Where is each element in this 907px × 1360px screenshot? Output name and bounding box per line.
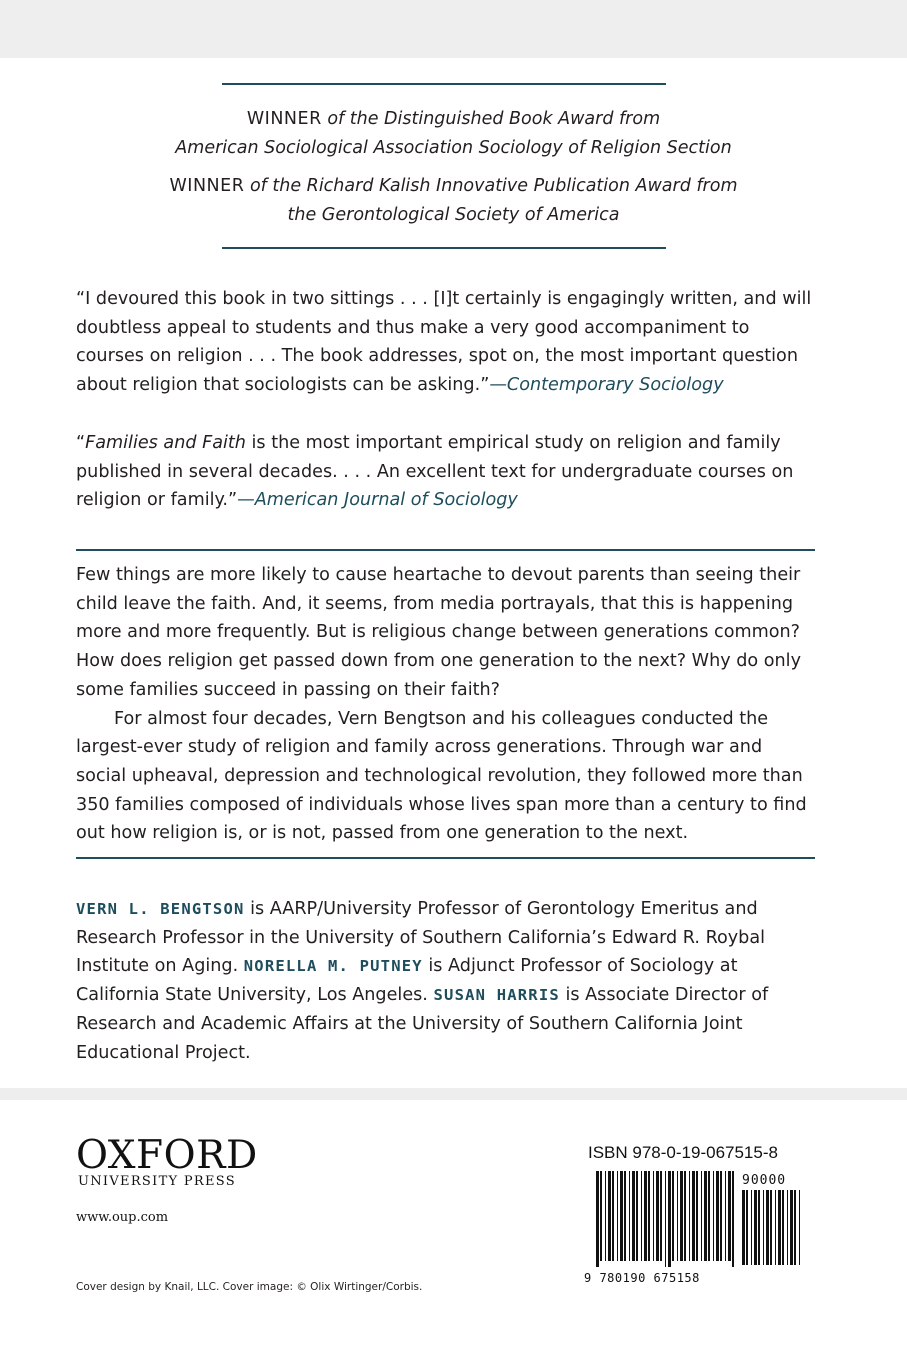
barcode-bar [763, 1190, 764, 1265]
quote-1-source: —Contemporary Sociology [489, 375, 724, 396]
barcode-bar [617, 1171, 618, 1261]
barcode-bar [641, 1171, 642, 1261]
award-1-winner: WINNER [246, 109, 322, 129]
barcode-bar [600, 1171, 602, 1261]
barcode-addon-bars [742, 1190, 802, 1270]
barcode-bar [778, 1190, 781, 1265]
award-rule-bottom [222, 247, 666, 249]
barcode-bar [596, 1171, 599, 1267]
author-2-bio: is Adjunct Professor of Sociology at California State University, Los Angeles. [76, 956, 738, 1006]
description-rule-bottom [76, 857, 815, 859]
award-2-line2: the Gerontological Society of America [287, 205, 620, 225]
award-1-line1: of the Distinguished Book Award from [327, 109, 661, 129]
quote-2-text: is the most important empirical study on religion and family published in several decades. . . . An excellent text for undergraduate courses on religion or family.” [76, 433, 794, 511]
barcode-bar [689, 1171, 690, 1261]
author-3-name: SUSAN HARRIS [433, 986, 560, 1005]
publisher-url: www.oup.com [76, 1210, 169, 1225]
award-2-winner: WINNER [169, 176, 245, 196]
barcode-bar [620, 1171, 623, 1261]
quote-2 [76, 429, 816, 515]
publisher-logo: OXFORD [76, 1133, 258, 1178]
award-1 [0, 105, 907, 163]
barcode-bar [751, 1190, 752, 1265]
cover-credit: Cover design by Knail, LLC. Cover image: © Olix Wirtinger/Corbis. [76, 1281, 423, 1293]
author-bios [76, 895, 816, 1067]
author-3-bio: is Associate Director of Research and Academic Affairs at the University of Southern California Joint Educational Project. [76, 985, 769, 1063]
barcode-bar [680, 1171, 683, 1261]
barcode-bar [696, 1171, 698, 1261]
author-2-name: NORELLA M. PUTNEY [243, 957, 423, 976]
award-rule-top [222, 83, 666, 85]
barcode-bar [787, 1190, 788, 1265]
ean-digits: 9 780190 675158 [584, 1271, 700, 1285]
barcode-bar [684, 1171, 686, 1261]
barcode-bar [608, 1171, 611, 1261]
award-2 [0, 172, 907, 230]
barcode-bar [612, 1171, 614, 1261]
barcode-bar [713, 1171, 714, 1261]
barcode-bar [605, 1171, 606, 1261]
barcode-bar [701, 1171, 702, 1261]
barcode-bar [632, 1171, 635, 1261]
price-code: 90000 [742, 1173, 787, 1188]
author-1-name: VERN L. BENGTSON [76, 900, 245, 918]
barcode-bar [725, 1171, 726, 1261]
barcode-bar [636, 1171, 638, 1261]
barcode-bar [668, 1171, 671, 1267]
barcode-bar [794, 1190, 796, 1265]
barcode-bar [758, 1190, 760, 1265]
quote-1-text: “I devoured this book in two sittings . . . [I]t certainly is engagingly written, and will doubtless appeal to students and thus make a very good accompaniment to courses on religion . . . The book addresses, spot on, the most important question about religion that sociologists can be asking.” [76, 289, 812, 396]
quote-2-open-mark: “ [76, 433, 86, 453]
barcode-bar [624, 1171, 626, 1261]
barcode-bar [660, 1171, 662, 1261]
barcode-bar [746, 1190, 748, 1265]
barcode-bar [754, 1190, 757, 1265]
barcode-bar [672, 1171, 674, 1261]
barcode-bar [629, 1171, 630, 1261]
quote-2-source: —American Journal of Sociology [237, 490, 518, 511]
panel-notch [0, 0, 80, 58]
barcode-bar [648, 1171, 650, 1261]
barcode-bar [782, 1190, 784, 1265]
barcode-bar [708, 1171, 710, 1261]
description-para-2: For almost four decades, Vern Bengtson and his colleagues conducted the largest-ever study of religion and family across generations. Through war and social upheaval, depression and technological revolution, they followed more than 350 families composed of individuals whose lives span more than a century to find out how religion is, or is not, passed from one generation to the next. [76, 708, 807, 844]
author-1-bio: is AARP/University Professor of Gerontology Emeritus and Research Professor in the University of Southern California’s Edward R. Roybal Institute on Aging. [76, 899, 766, 977]
barcode-bar [790, 1190, 793, 1265]
description [76, 561, 816, 848]
barcode-bar [677, 1171, 678, 1261]
barcode-bar [656, 1171, 659, 1261]
isbn-label: ISBN 978-0-19-067515-8 [588, 1143, 778, 1162]
quote-2-book-title: Families and Faith [85, 433, 246, 453]
quote-1 [76, 285, 816, 400]
barcode-bar [766, 1190, 769, 1265]
barcode-bar [770, 1190, 772, 1265]
barcode-bar [742, 1190, 745, 1265]
barcode-ean-bars [596, 1171, 736, 1271]
award-1-line2: American Sociological Association Sociology of Religion Section [175, 138, 732, 158]
barcode-bar [653, 1171, 654, 1261]
description-rule-top [76, 549, 815, 551]
barcode-bar [720, 1171, 722, 1261]
description-para-1: Few things are more likely to cause heartache to devout parents than seeing their child leave the faith. And, it seems, from media portrayals, that this is happening more and more frequently. But is religious change between generations common? How does religion get passed down from one generation to the next? Why do only some families succeed in passing on their faith? [76, 565, 801, 700]
barcode-bar [716, 1171, 719, 1261]
barcode-bar [799, 1190, 800, 1265]
publisher-press: UNIVERSITY PRESS [78, 1174, 236, 1189]
barcode-bar [775, 1190, 776, 1265]
barcode-bar [728, 1171, 731, 1261]
barcode-bar [665, 1171, 666, 1267]
barcode-bar [644, 1171, 647, 1261]
barcode-bar [704, 1171, 707, 1261]
award-2-line1: of the Richard Kalish Innovative Publication Award from [249, 176, 738, 196]
barcode-bar [732, 1171, 734, 1267]
barcode-bar [692, 1171, 695, 1261]
